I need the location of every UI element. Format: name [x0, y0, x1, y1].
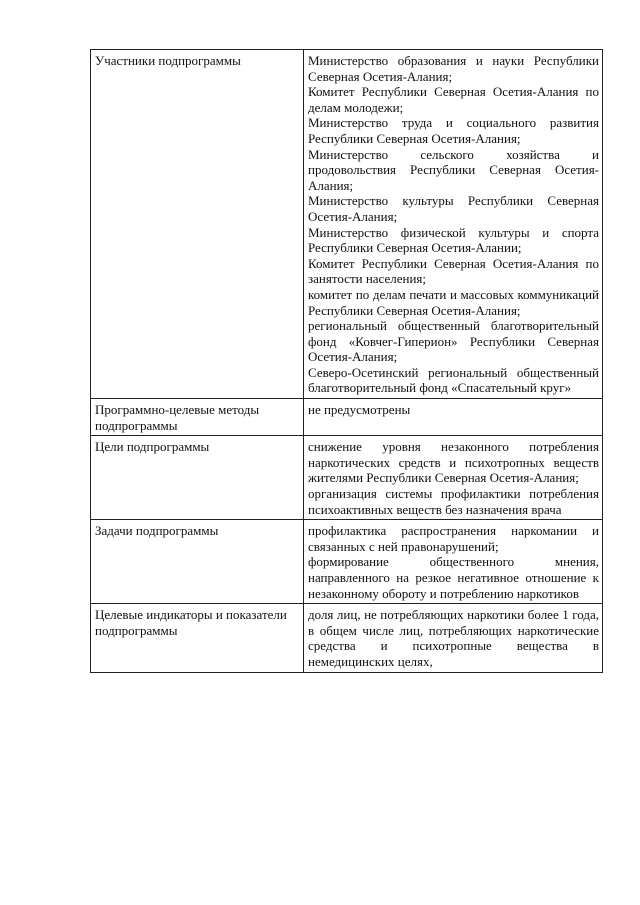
value-item: Министерство физической культуры и спорта Республики Северная Осетия-Алании; [308, 224, 599, 256]
row-label: Цели подпрограммы [91, 436, 304, 520]
value-item: Министерство образования и науки Республики Северная Осетия-Алания; [308, 53, 599, 84]
value-item: Комитет Республики Северная Осетия-Алания по занятости населения; [308, 255, 599, 287]
passport-table-body [91, 50, 603, 673]
row-label: Задачи подпрограммы [91, 520, 304, 604]
value-item: профилактика распространения наркомании и связанных с ней правонарушений; [308, 523, 599, 554]
table-row [91, 520, 603, 604]
value-item: комитет по делам печати и массовых коммуникаций Республики Северная Осетия-Алания; [308, 286, 599, 318]
value-item: доля лиц, не потребляющих наркотики более 1 года, в общем числе лиц, потребляющих наркотические средства и психотропные вещества в немедицинских целях, [308, 607, 599, 669]
row-value [304, 50, 603, 399]
value-item: региональный общественный благотворительный фонд «Ковчег-Гиперион» Республики Северная Осетия-Алания; [308, 318, 599, 365]
row-label: Целевые индикаторы и показатели подпрограммы [91, 604, 304, 672]
value-item: не предусмотрены [308, 402, 411, 418]
value-item: организация системы профилактики потребления психоактивных веществ без назначения врача [308, 486, 599, 517]
value-item: Министерство сельского хозяйства и продовольствия Республики Северная Осетия-Алания; [308, 146, 599, 193]
value-item: снижение уровня незаконного потребления наркотических средств и психотропных веществ жителями Республики Северная Осетия-Алания; [308, 439, 599, 486]
row-label: Программно-целевые методы подпрограммы [91, 399, 304, 436]
value-item: Министерство труда и социального развития Республики Северная Осетия-Алания; [308, 115, 599, 146]
table-row [91, 50, 603, 399]
table-row [91, 399, 603, 436]
row-value [304, 604, 603, 672]
passport-table [90, 49, 603, 673]
value-item: Комитет Республики Северная Осетия-Алания по делам молодежи; [308, 84, 599, 115]
row-label: Участники подпрограммы [91, 50, 304, 399]
value-item: Северо-Осетинский региональный общественный благотворительный фонд «Спасательный круг» [308, 364, 599, 396]
table-row [91, 604, 603, 672]
value-item: формирование общественного мнения, направленного на резкое негативное отношение к незаконному обороту и потреблению наркотиков [308, 554, 599, 601]
row-value [304, 399, 603, 436]
row-value [304, 520, 603, 604]
row-value [304, 436, 603, 520]
table-row [91, 436, 603, 520]
value-item: Министерство культуры Республики Северная Осетия-Алания; [308, 193, 599, 224]
